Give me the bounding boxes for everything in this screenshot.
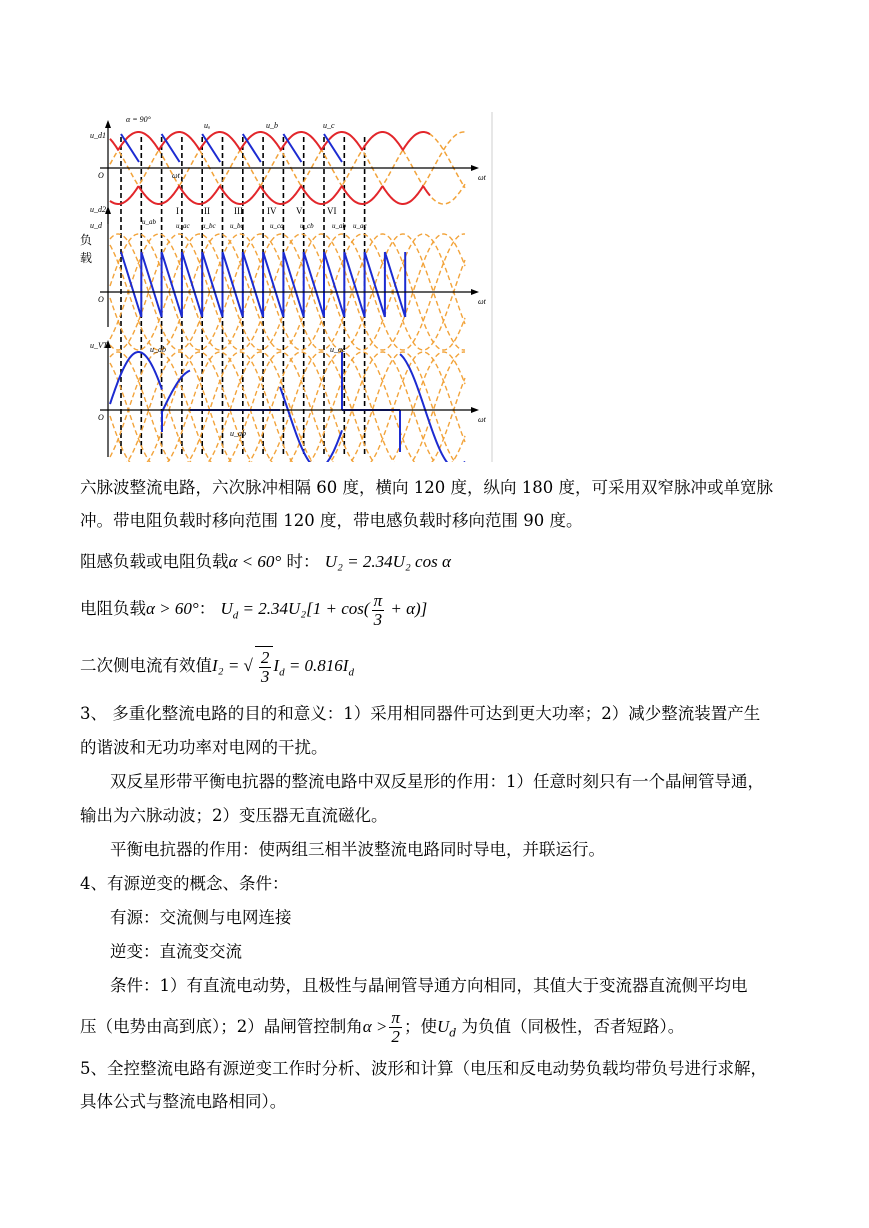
label-u-ab-4: u_ab <box>230 429 246 438</box>
label-origin-3: O <box>98 413 104 422</box>
label-ud2: u_d2 <box>90 205 106 214</box>
para-1a: 六脉波整流电路，六次脉冲相隔 60 度，横向 120 度，纵向 180 度，可采用双窄脉冲或单宽脉 <box>80 478 773 497</box>
label-roman-1: I <box>176 206 179 216</box>
para-12a: 5、全控整流电路有源逆变工作时分析、波形和计算（电压和反电动势负载均带负号进行求解， <box>80 1059 767 1078</box>
para-10: 逆变：直流变交流 <box>110 942 242 961</box>
para-3-cond: α > 60° <box>146 599 199 618</box>
label-alpha: α = 90° <box>126 115 151 124</box>
para-3 <box>80 590 427 634</box>
label-u-ac: u_ac <box>176 222 190 230</box>
para-4-pre: 二次侧电流有效值 <box>80 656 212 675</box>
label-origin-1: O <box>98 171 104 180</box>
label-roman-2: II <box>204 206 210 216</box>
para-2-cond: α < 60° <box>228 552 282 571</box>
label-origin-2: O <box>98 295 104 304</box>
label-wt1: ωt₁ <box>172 171 183 180</box>
label-u-ca: u_ca <box>270 222 284 230</box>
label-wt-2: ωt <box>478 297 486 306</box>
label-roman-5: V <box>296 206 303 216</box>
para-4 <box>80 646 354 691</box>
para-6a: 双反星形带平衡电抗器的整流电路中双反星形的作用：1）任意时刻只有一个晶闸管导通， <box>110 772 764 791</box>
label-u-cb: u_cb <box>300 222 314 230</box>
formula-u2: U₂ = 2.34U₂ cos α <box>324 552 451 571</box>
label-load-1: 负 <box>80 233 93 247</box>
para-1b: 冲。带电阻负载时移向范围 120 度，带电感负载时移向范围 90 度。 <box>80 511 583 530</box>
label-ua: uₐ <box>204 121 211 130</box>
label-roman-6: VI <box>327 206 337 216</box>
para-2-mid: 时： <box>281 552 320 571</box>
para-11a: 条件：1）有直流电动势，且极性与晶闸管导通方向相同，其值大于变流器直流侧平均电 <box>110 976 748 995</box>
label-ud1: u_d1 <box>90 131 106 140</box>
para-5b: 的谐波和无功功率对电网的干扰。 <box>80 738 328 757</box>
label-roman-4: IV <box>267 206 277 216</box>
label-load-2: 载 <box>80 251 93 265</box>
waveform-figure <box>80 112 494 462</box>
para-9: 有源：交流侧与电网连接 <box>110 908 292 927</box>
label-wt-1: ωt <box>478 173 486 182</box>
para-3-mid: ： <box>198 599 216 618</box>
para-5a: 3、 多重化整流电路的目的和意义：1）采用相同器件可达到更大功率；2）减少整流装置产生 <box>80 704 761 723</box>
formula-i2: I₂ = √ $\frac{2}{3}$ $I_d = 0.816I_d$ <box>212 647 354 686</box>
para-3-pre: 电阻负载 <box>80 599 146 618</box>
para-2-pre: 阻感负载或电阻负载 <box>80 552 229 571</box>
para-11b: 压（电势由高到底）；2）晶闸管控制角α > $\frac{\pi}{2}$ ；使$U_d$ 为负值（同极性，否者短路）。 <box>80 1008 685 1046</box>
label-u-ab: u_ab <box>142 218 156 226</box>
label-uvt: u_VT <box>90 341 108 350</box>
para-2 <box>80 551 451 573</box>
para-7: 平衡电抗器的作用：使两组三相半波整流电路同时导电，并联运行。 <box>110 840 605 859</box>
label-uc: u_c <box>323 121 335 130</box>
label-roman-3: III <box>234 206 243 216</box>
label-u-ab-3: u_ab <box>150 345 166 354</box>
para-6b: 输出为六脉动波；2）变压器无直流磁化。 <box>80 806 388 825</box>
label-u-ac-3: u_ac <box>330 345 346 354</box>
label-u-bc: u_bc <box>202 222 216 230</box>
label-wt-3: ωt <box>478 415 486 424</box>
label-u-ba: u_ba <box>230 222 244 230</box>
label-ud: u_d <box>90 221 102 230</box>
formula-ud: $U_d = 2.34U_2[1 + \cos$( $\frac{\pi}{3}$ + α)] <box>220 590 428 629</box>
label-u-ab-2: u_ab <box>332 222 346 230</box>
para-12b: 具体公式与整流电路相同）。 <box>80 1092 287 1111</box>
label-u-ac-2: u_ac <box>353 222 367 230</box>
label-ub: u_b <box>266 121 278 130</box>
para-8: 4、有源逆变的概念、条件： <box>80 874 289 893</box>
